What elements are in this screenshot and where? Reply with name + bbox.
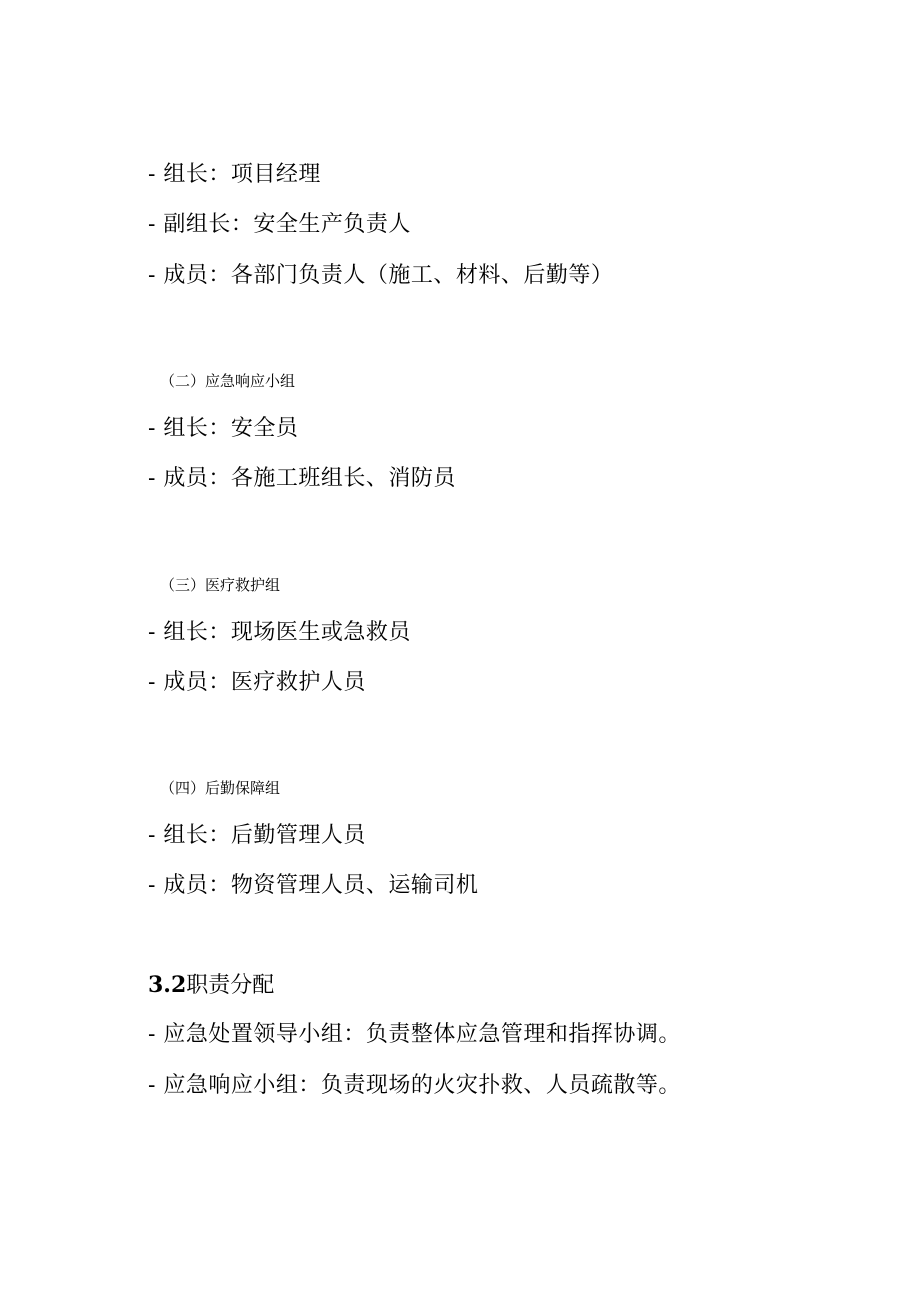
medical-members-line: - 成员：医疗救护人员	[148, 670, 366, 695]
logistics-members-line: - 成员：物资管理人员、运输司机	[148, 873, 479, 898]
leadership-leader-line: - 组长：项目经理	[148, 162, 321, 187]
response-members-line: - 成员：各施工班组长、消防员	[148, 466, 456, 491]
response-group-heading: （二）应急响应小组	[160, 372, 296, 390]
leadership-deputy-line: - 副组长：安全生产负责人	[148, 212, 411, 237]
section-number: 3.2	[148, 972, 187, 998]
section-title-text: 职责分配	[186, 973, 275, 998]
medical-group-heading: （三）医疗救护组	[160, 576, 281, 594]
response-leader-line: - 组长：安全员	[148, 416, 299, 441]
medical-leader-line: - 组长：现场医生或急救员	[148, 620, 411, 645]
section-3-2-title	[148, 972, 274, 999]
duty-leadership-line: - 应急处置领导小组：负责整体应急管理和指挥协调。	[148, 1022, 681, 1047]
logistics-leader-line: - 组长：后勤管理人员	[148, 823, 366, 848]
logistics-group-heading: （四）后勤保障组	[160, 779, 281, 797]
leadership-members-line: - 成员：各部门负责人（施工、材料、后勤等）	[148, 263, 614, 288]
duty-response-line: - 应急响应小组：负责现场的火灾扑救、人员疏散等。	[148, 1073, 681, 1098]
